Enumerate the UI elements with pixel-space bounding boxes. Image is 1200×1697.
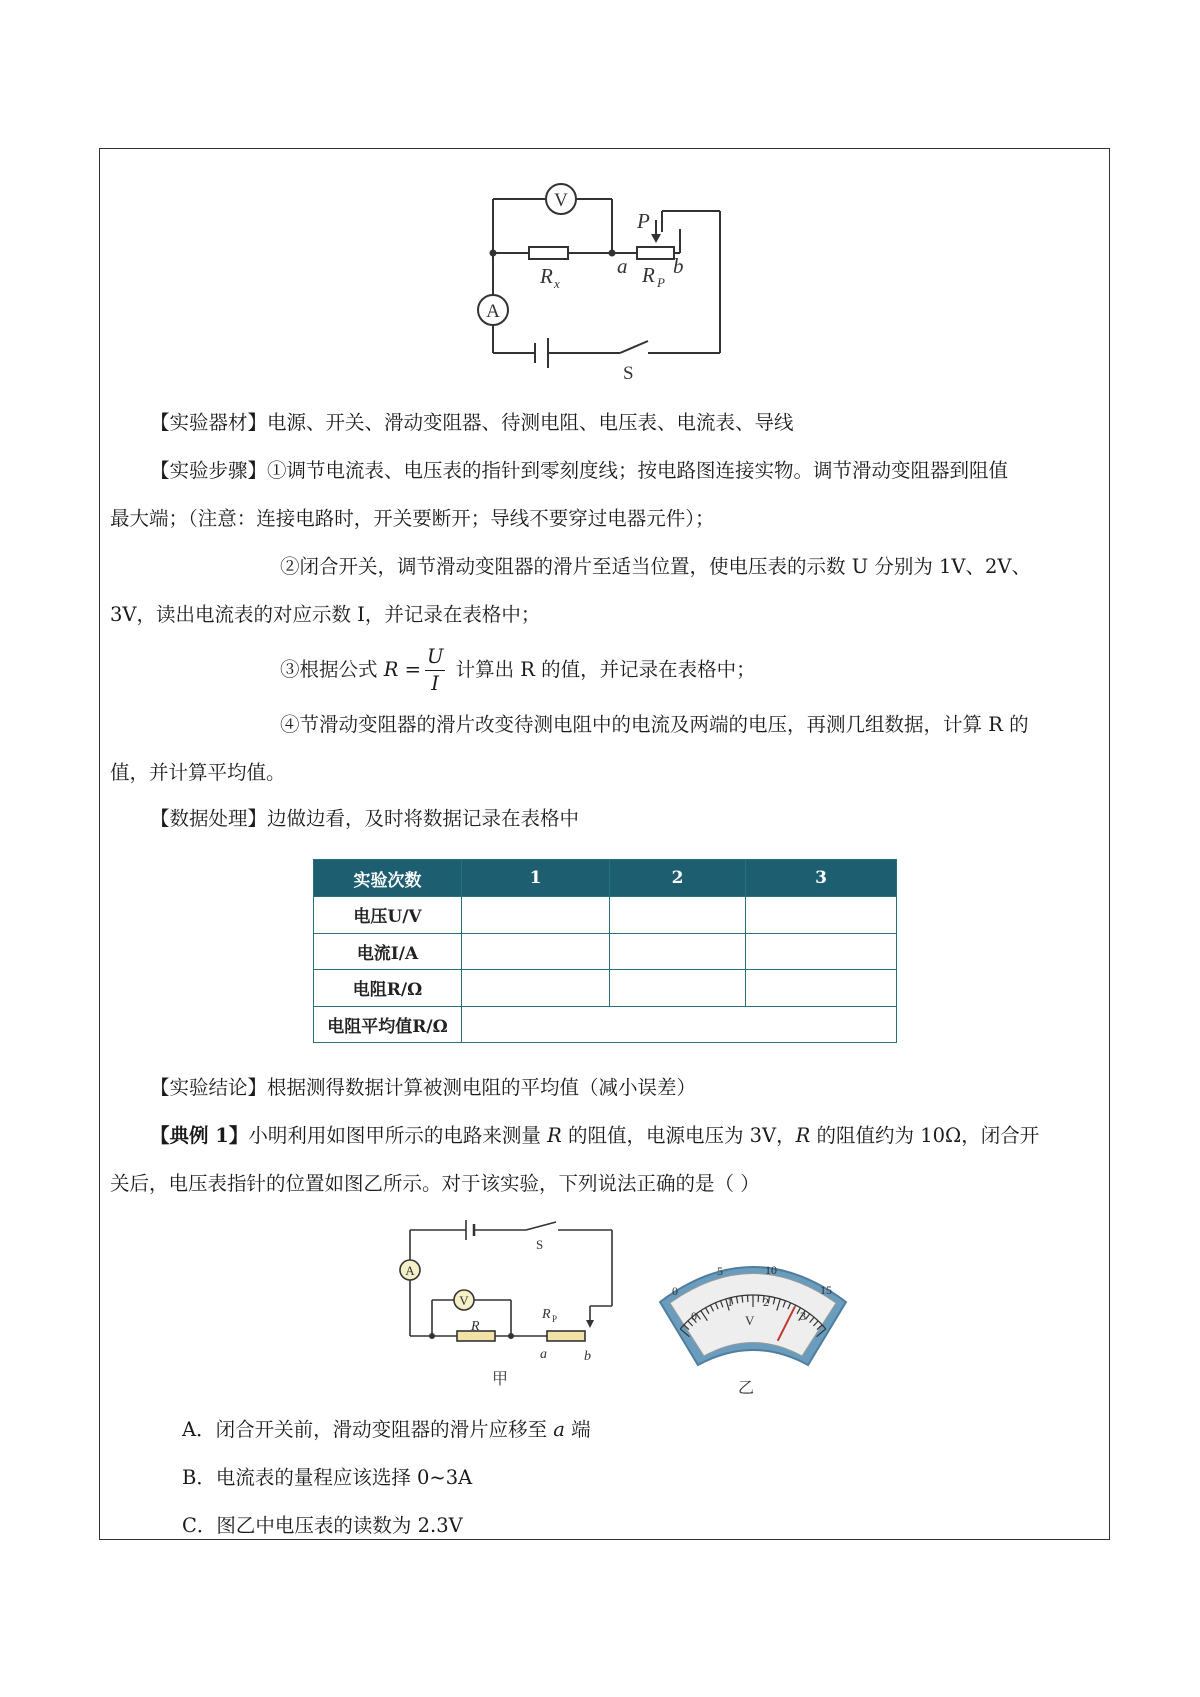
svg-text:S: S <box>536 1237 544 1252</box>
svg-text:V: V <box>459 1293 469 1308</box>
rheostat-rp <box>637 247 674 259</box>
svg-text:R: R <box>642 263 655 287</box>
caption-yi: 乙 <box>737 1380 755 1397</box>
table-cell[interactable] <box>462 933 610 970</box>
voltmeter-dial <box>648 1240 858 1400</box>
example-line2: 关后，电压表指针的位置如图乙所示。对于该实验，下列说法正确的是（ ） <box>110 1172 760 1195</box>
table-row <box>314 897 897 934</box>
table-header-row <box>314 860 897 897</box>
svg-text:a: a <box>617 254 628 278</box>
option-b: B．电流表的量程应该选择 0~3A <box>182 1466 473 1489</box>
table-cell[interactable] <box>746 933 897 970</box>
svg-text:b: b <box>584 1349 591 1364</box>
equipment-text: 电源、开关、滑动变阻器、待测电阻、电压表、电流表、导线 <box>267 411 794 434</box>
caption-jia: 甲 <box>491 1371 509 1388</box>
step3-line: ③根据公式 R = $\frac{U}{I}$ 计算出 R 的值，并记录在表格中； <box>280 645 756 695</box>
svg-text:R: R <box>540 264 553 288</box>
conclusion-paragraph <box>150 1073 696 1103</box>
steps-title: 【实验步骤】 <box>150 459 268 482</box>
equipment-title: 【实验器材】 <box>150 411 268 434</box>
step2-line2: 3V，读出电流表的对应示数 I，并记录在表格中； <box>110 603 541 626</box>
table-cell[interactable] <box>462 970 610 1007</box>
table-cell[interactable] <box>462 897 610 934</box>
svg-text:A: A <box>405 1263 415 1278</box>
formula-fraction: $\frac{U}{I}$ <box>426 645 444 695</box>
svg-text:P: P <box>637 209 650 233</box>
svg-text:S: S <box>623 363 634 384</box>
table-header-cell: 3 <box>746 860 897 897</box>
svg-text:2: 2 <box>763 1295 769 1309</box>
step4-line1: ④节滑动变阻器的滑片改变待测电阻中的电流及两端的电压，再测几组数据，计算 R 的 <box>280 713 1029 736</box>
option-c: C．图乙中电压表的读数为 2.3V <box>182 1514 463 1537</box>
svg-text:V: V <box>745 1313 755 1328</box>
slider-arrow-icon <box>651 234 661 243</box>
data-title: 【数据处理】 <box>150 807 268 830</box>
svg-text:10: 10 <box>765 1263 777 1277</box>
svg-text:3: 3 <box>800 1309 806 1323</box>
option-a: A．闭合开关前，滑动变阻器的滑片应移至 a 端 <box>182 1418 591 1441</box>
step2-line1: ②闭合开关，调节滑动变阻器的滑片至适当位置，使电压表的示数 U 分别为 1V、2V、 <box>280 555 1032 578</box>
table-row <box>314 1006 897 1043</box>
table-cell[interactable] <box>746 970 897 1007</box>
table-header-cell: 2 <box>610 860 746 897</box>
svg-text:a: a <box>540 1347 547 1362</box>
table-cell[interactable] <box>746 897 897 934</box>
row-label: 电流I/A <box>314 933 462 970</box>
table-header-cell: 1 <box>462 860 610 897</box>
svg-text:1: 1 <box>727 1295 733 1309</box>
data-text: 边做边看，及时将数据记录在表格中 <box>267 807 580 830</box>
svg-text:x: x <box>554 276 560 291</box>
circuit-diagram-2 <box>390 1218 630 1398</box>
row-label: 电阻平均值R/Ω <box>314 1006 462 1043</box>
table-row <box>314 933 897 970</box>
formula-r: R <box>383 658 399 681</box>
svg-text:R: R <box>542 1307 551 1322</box>
table-cell[interactable] <box>610 970 746 1007</box>
conclusion-text: 根据测得数据计算被测电阻的平均值（减小误差） <box>267 1076 697 1099</box>
svg-text:P: P <box>552 1314 558 1324</box>
row-label: 电压U/V <box>314 897 462 934</box>
table-cell[interactable] <box>610 897 746 934</box>
meter-tick <box>742 1296 743 1303</box>
step4-line2: 值，并计算平均值。 <box>110 761 286 784</box>
steps-paragraph <box>150 456 1008 486</box>
row-label: 电阻R/Ω <box>314 970 462 1007</box>
table-row <box>314 970 897 1007</box>
svg-text:5: 5 <box>717 1264 723 1278</box>
slider-arrow-icon <box>586 1320 594 1328</box>
svg-text:15: 15 <box>820 1283 832 1297</box>
svg-text:A: A <box>486 301 500 322</box>
rheostat-rp <box>547 1331 585 1341</box>
equipment-paragraph <box>150 408 794 438</box>
example-line1: 【典例 1】小明利用如图甲所示的电路来测量 R 的阻值，电源电压为 3V，R 的阻值约为 10Ω，闭合开 <box>150 1124 1040 1147</box>
example-title: 【典例 1】 <box>150 1124 249 1147</box>
svg-text:V: V <box>554 190 568 211</box>
svg-text:b: b <box>673 254 684 278</box>
svg-text:0: 0 <box>672 1284 678 1298</box>
svg-text:0: 0 <box>691 1309 697 1323</box>
conclusion-title: 【实验结论】 <box>150 1076 268 1099</box>
svg-text:R: R <box>471 1319 480 1334</box>
table-cell-merged[interactable] <box>462 1006 897 1043</box>
table-header-cell: 实验次数 <box>314 860 462 897</box>
step1-line2: 最大端；（注意：连接电路时，开关要断开；导线不要穿过电器元件）； <box>110 507 715 530</box>
table-cell[interactable] <box>610 933 746 970</box>
data-processing-paragraph <box>150 804 579 834</box>
step1-line1: ①调节电流表、电压表的指针到零刻度线；按电路图连接实物。调节滑动变阻器到阻值 <box>267 459 1009 482</box>
svg-text:P: P <box>657 275 665 290</box>
resistor-rx <box>529 247 568 259</box>
circuit-diagram-1 <box>460 180 740 390</box>
data-table <box>313 859 897 1043</box>
